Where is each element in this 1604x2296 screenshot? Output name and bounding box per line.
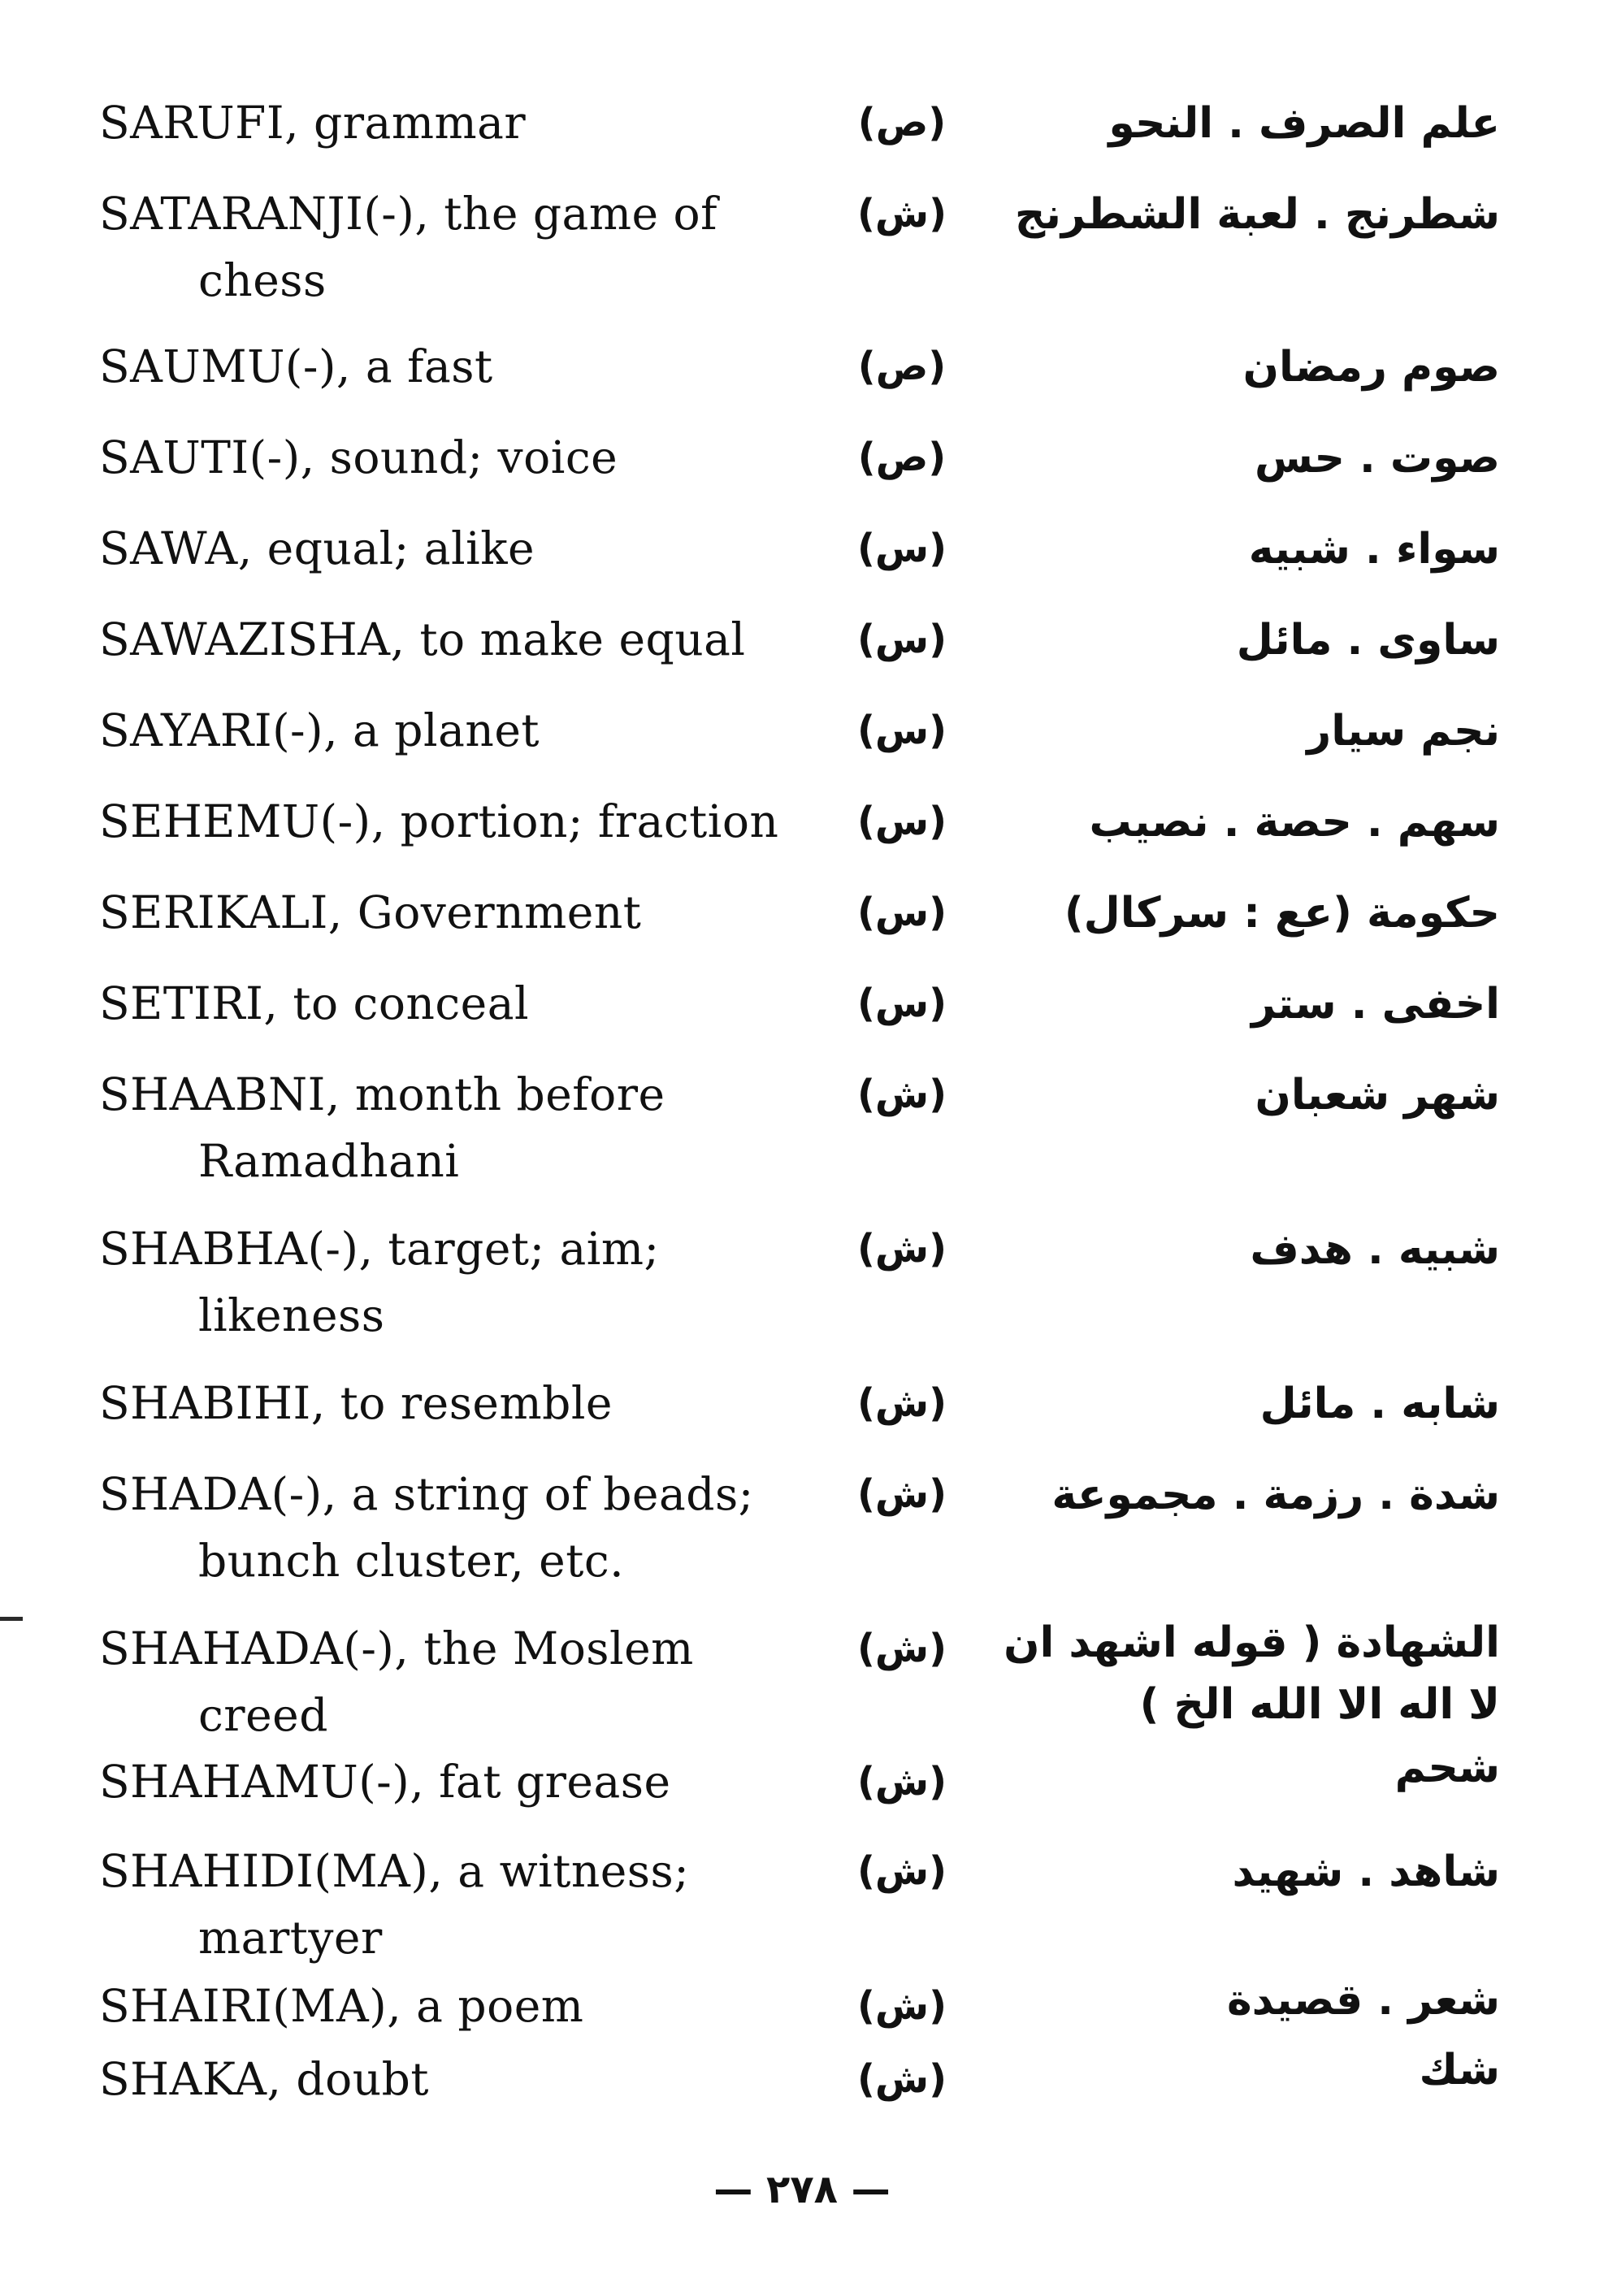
headword: SAUTI(-) [99, 431, 301, 483]
definition-continuation: bunch cluster, etc. [198, 1535, 625, 1587]
arabic-translation: سهم . حصة . نصيب [1089, 798, 1500, 847]
english-entry [99, 89, 855, 156]
arabic-translation: شحم [1394, 1744, 1500, 1792]
origin-marker: (ص) [857, 435, 947, 480]
definition: , Government [327, 886, 642, 938]
origin-marker: (ش) [856, 1471, 947, 1517]
arabic-translation: نجم سيار [1307, 707, 1500, 756]
arabic-translation: شابه . مائل [1259, 1380, 1500, 1428]
headword: SARUFI [99, 97, 285, 149]
definition: , a fast [336, 340, 493, 392]
definition: , month before [325, 1068, 665, 1120]
english-entry [99, 1748, 855, 1815]
arabic-translation: صوت . حس [1254, 434, 1500, 483]
headword: SHAHADA(-) [99, 1622, 395, 1674]
definition: , a planet [323, 704, 540, 756]
arabic-translation: اخفى . ستر [1251, 980, 1500, 1029]
headword: SAWAZISHA [99, 613, 391, 665]
headword: SAYARI(-) [99, 704, 324, 756]
origin-marker: (س) [856, 708, 947, 753]
definition: , portion; fraction [371, 795, 779, 847]
english-entry [99, 606, 855, 673]
origin-marker: (ص) [857, 344, 947, 389]
headword: SAUMU(-) [99, 340, 336, 392]
origin-marker: (ش) [856, 1072, 947, 1117]
arabic-translation: صوم رمضان [1242, 343, 1500, 392]
origin-marker: (ش) [856, 1226, 947, 1271]
arabic-translation: شهر شعبان [1255, 1071, 1500, 1120]
headword: SHAHAMU(-) [99, 1756, 410, 1808]
headword: SHABHA(-) [99, 1223, 359, 1275]
english-entry [99, 1973, 855, 2039]
arabic-translation: شك [1419, 2046, 1500, 2095]
english-entry [99, 1838, 855, 1971]
headword: SHABIHI [99, 1377, 311, 1429]
definition-continuation: likeness [198, 1289, 385, 1341]
definition-continuation: martyer [198, 1912, 383, 1964]
origin-marker: (س) [856, 981, 947, 1026]
english-entry [99, 180, 855, 314]
definition-continuation: chess [198, 254, 327, 306]
definition: , a poem [387, 1980, 584, 2032]
english-entry [99, 424, 855, 491]
arabic-translation: سواء . شبيه [1248, 525, 1500, 574]
arabic-translation: علم الصرف . النحو [1108, 99, 1500, 148]
headword: SHAIRI(MA) [99, 1980, 388, 2032]
definition: , target; aim; [358, 1223, 660, 1275]
headword: SHAABNI [99, 1068, 326, 1120]
definition: , sound; voice [300, 431, 618, 483]
definition: , a string of beads; [322, 1468, 754, 1520]
arabic-translation: شطرنج . لعبة الشطرنج [1014, 190, 1500, 239]
english-entry [99, 333, 855, 400]
origin-marker: (ش) [856, 2056, 947, 2102]
origin-marker: (س) [856, 890, 947, 935]
english-entry [99, 1215, 855, 1349]
headword: SHAKA [99, 2053, 267, 2105]
definition: , a witness; [428, 1845, 690, 1897]
arabic-translation: حكومة (عع : سركال) [1064, 889, 1500, 938]
origin-marker: (ش) [856, 1983, 947, 2029]
english-entry [99, 970, 855, 1037]
english-entry [99, 697, 855, 764]
english-entry [99, 1615, 855, 1748]
arabic-translation: ساوى . مائل [1236, 616, 1500, 665]
definition-continuation: creed [198, 1689, 328, 1741]
headword: SERIKALI [99, 886, 328, 938]
definition: , the game of [414, 188, 718, 240]
english-entry [99, 879, 855, 946]
page-number: — ٢٧٨ — [713, 2167, 891, 2212]
origin-marker: (ش) [856, 1626, 947, 1671]
headword: SEHEMU(-) [99, 795, 371, 847]
headword: SETIRI [99, 977, 264, 1029]
english-entry [99, 1370, 855, 1436]
arabic-translation: الشهادة ( قوله اشهد ان لا اله الا الله الخ ) [1004, 1618, 1500, 1729]
definition: , to make equal [390, 613, 746, 665]
definition: , to resemble [310, 1377, 613, 1429]
arabic-translation: شاهد . شهيد [1232, 1848, 1500, 1896]
arabic-translation: شدة . رزمة . مجموعة [1051, 1471, 1500, 1519]
english-entry [99, 788, 855, 855]
headword: SAWA [99, 522, 238, 574]
headword: SHADA(-) [99, 1468, 323, 1520]
origin-marker: (س) [856, 799, 947, 844]
english-entry [99, 2046, 855, 2112]
english-entry [99, 515, 855, 582]
definition: , to conceal [263, 977, 530, 1029]
definition: , doubt [267, 2053, 429, 2105]
arabic-translation: شعر . قصيدة [1226, 1976, 1500, 2025]
definition: , grammar [284, 97, 527, 149]
definition: , the Moslem [394, 1622, 694, 1674]
definition: , fat grease [410, 1756, 671, 1808]
origin-marker: (ش) [856, 1848, 947, 1894]
english-entry [99, 1061, 855, 1194]
english-entry [99, 1461, 855, 1594]
origin-marker: (ص) [857, 100, 947, 145]
headword: SHAHIDI(MA) [99, 1845, 429, 1897]
definition: , equal; alike [237, 522, 535, 574]
origin-marker: (ش) [856, 1759, 947, 1804]
origin-marker: (س) [856, 617, 947, 662]
origin-marker: (ش) [856, 191, 947, 236]
definition-continuation: Ramadhani [198, 1135, 460, 1187]
origin-marker: (ش) [856, 1380, 947, 1426]
arabic-translation: شبيه . هدف [1250, 1225, 1500, 1274]
headword: SATARANJI(-) [99, 188, 415, 240]
scan-edge-mark [0, 1617, 23, 1621]
origin-marker: (س) [856, 526, 947, 571]
